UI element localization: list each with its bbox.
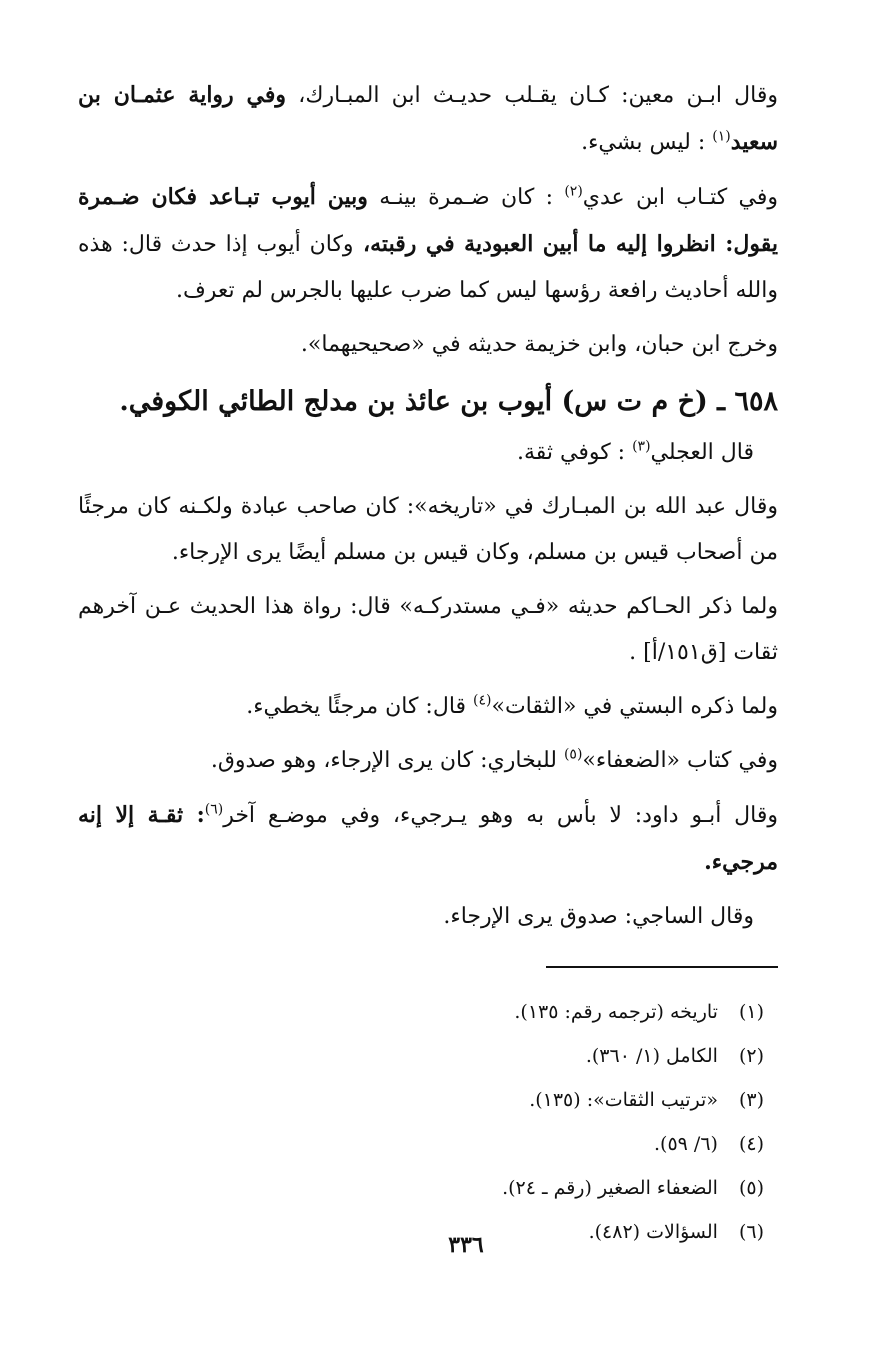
paragraph-ibn-maeen [78, 72, 778, 166]
footnote-item [78, 1122, 764, 1166]
entry-heading-658: ٦٥٨ ـ (خ م ت س) أيوب بن عائذ بن مدلج الطائي الكوفي. [119, 386, 778, 417]
text-segment: للبخاري: كان يرى الإرجاء، وهو صدوق. [210, 748, 564, 773]
text-segment: ولما ذكره البستي في «الثقات» [491, 694, 778, 719]
footnote-item [78, 1078, 764, 1122]
footnote-ref-2: (٢) [564, 183, 583, 200]
footnote-text: تاريخه (ترجمه رقم: ١٣٥). [514, 1001, 718, 1023]
footnote-ref-4: (٤) [473, 692, 492, 709]
text-segment-bold: وبين أيوب تبـاعد فكان ضـمرة يقول: انظروا إليه ما أبين العبودية في رقبته، [78, 184, 778, 257]
footnotes [78, 990, 778, 1254]
text-segment-bold: وفي رواية عثمـان بن سعيد [78, 82, 778, 155]
footnote-number: (٣) [738, 1089, 764, 1111]
paragraph-al-saji [78, 894, 778, 940]
footnote-number: (٥) [738, 1177, 764, 1199]
text-segment-bold: : ثقـة إلا إنه مرجيء. [78, 802, 778, 875]
text-segment: وخرج ابن حبان، وابن خزيمة حديثه في «صحيحيهما». [300, 332, 778, 357]
text-segment: ولما ذكر الحـاكم حديثه «فـي مستدركـه» قال: رواة هذا الحديث عـن آخرهم ثقات [ق١٥١/أ] . [78, 594, 778, 665]
text-segment: وقال عبد الله بن المبـارك في «تاريخه»: كان صاحب عبادة ولكـنه كان مرجئًا من أصحاب قيس بن مسلم، وكان قيس بن مسلم أيضًا يرى الإرجاء. [78, 494, 778, 565]
page-body [78, 72, 778, 1254]
text-segment: وفي كتاب «الضعفاء» [582, 748, 778, 773]
paragraph-al-bukhari [78, 738, 778, 784]
footnote-item [78, 1034, 764, 1078]
footnote-divider [546, 966, 778, 968]
footnote-item [78, 1166, 764, 1210]
footnote-text: «ترتيب الثقات»: (١٣٥). [529, 1089, 718, 1111]
footnote-text: (٦/ ٥٩). [653, 1133, 718, 1155]
text-segment: وقال ابـن معين: كـان يقـلب حديـث ابن المبـارك، [286, 83, 778, 108]
footnote-text: السؤالات (٤٨٢). [588, 1221, 718, 1243]
footnote-number: (٦) [738, 1221, 764, 1243]
footnote-text: الضعفاء الصغير (رقم ـ ٢٤). [502, 1177, 718, 1199]
footnote-ref-5: (٥) [563, 746, 583, 763]
paragraph-al-busti [78, 684, 778, 730]
paragraph-ibn-hibban [78, 322, 778, 368]
text-segment: وقال أبـو داود: لا بأس به وهو يـرجيء، وفي موضـع آخر [223, 803, 778, 828]
footnote-ref-1: (١) [712, 128, 731, 145]
paragraph-abu-dawud [78, 792, 778, 886]
text-segment: وقال الساجي: صدوق يرى الإرجاء. [443, 904, 754, 929]
paragraph-ibn-al-mubarak [78, 484, 778, 576]
footnote-number: (١) [738, 1001, 764, 1023]
footnote-item [78, 990, 764, 1034]
text-segment: قال العجلي [650, 440, 754, 465]
paragraph-al-ijli [78, 430, 778, 476]
text-segment: وكان أيوب إذا حدث قال: هذه والله أحاديث رافعة رؤسها ليس كما ضرب عليها بالجرس لم تعرف. [78, 232, 778, 303]
text-segment: وفي كتـاب ابن عدي [582, 185, 778, 210]
paragraph-ibn-adi [78, 174, 778, 314]
footnote-ref-3: (٣) [632, 438, 651, 455]
footnote-number: (٢) [738, 1045, 764, 1067]
footnote-number: (٤) [738, 1133, 764, 1155]
text-segment: : ليس بشيء. [581, 130, 713, 155]
footnote-ref-6: (٦) [204, 801, 224, 818]
paragraph-al-hakim [78, 584, 778, 676]
text-segment: قال: كان مرجئًا يخطيء. [246, 694, 474, 719]
page-number: ٣٣٦ [448, 1232, 484, 1258]
footnote-text: الكامل (١/ ٣٦٠). [585, 1045, 718, 1067]
text-segment: : كان ضـمرة بينـه [367, 185, 565, 210]
text-segment: : كوفي ثقة. [516, 440, 633, 465]
